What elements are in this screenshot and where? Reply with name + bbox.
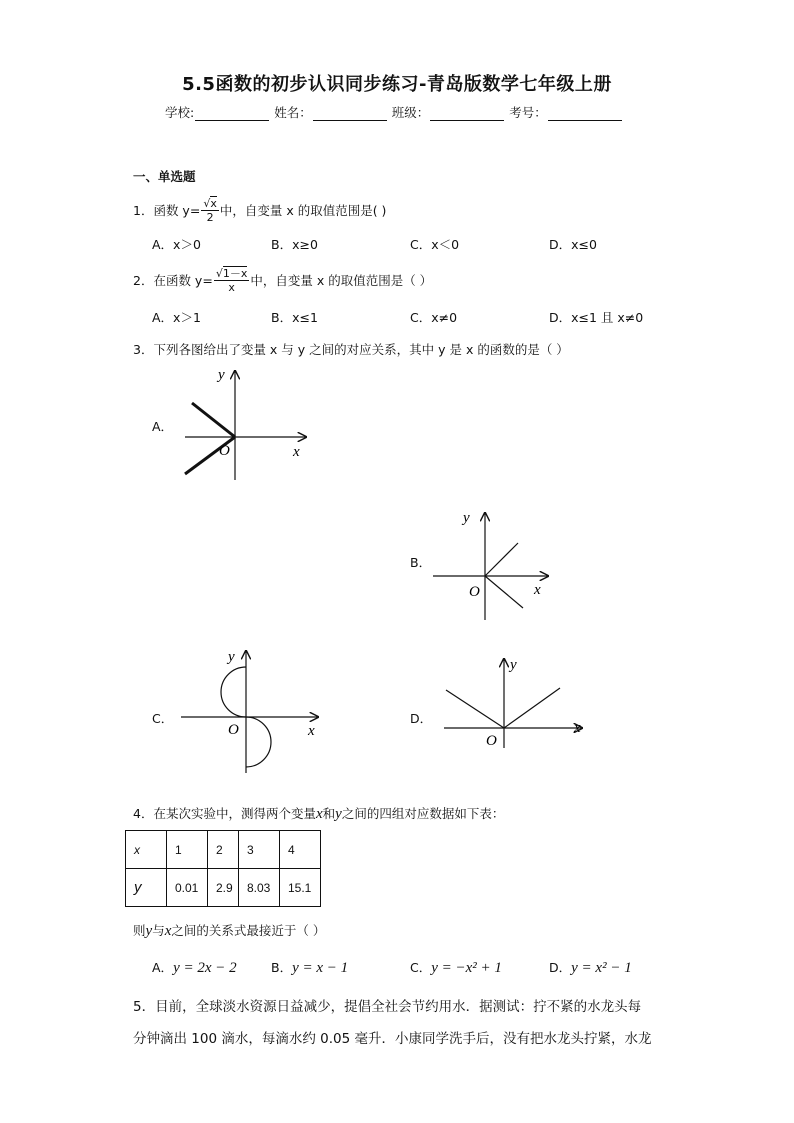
- x-label: x: [308, 723, 315, 739]
- x-label: x: [574, 720, 581, 736]
- page-title: 5.5函数的初步认识同步练习-青岛版数学七年级上册: [182, 74, 612, 95]
- q3-number: 3．: [133, 342, 154, 357]
- q2-option-a[interactable]: A．x＞1: [152, 310, 201, 325]
- q2-fraction: $\frac{√1-x}{x}$: [215, 266, 248, 294]
- q3-stem: 下列各图给出了变量 x 与 y 之间的对应关系，其中 y 是 x 的函数的是（ ）: [153, 342, 569, 357]
- graph-line-upper: [485, 543, 518, 576]
- q4-stem-pre: 在某次实验中，测得两个变量: [153, 806, 316, 821]
- question-4: [133, 804, 504, 823]
- question-5-line-2: 分钟滴出 100 滴水，每滴水约 0.05 毫升．小康同学洗手后，没有把水龙头拧紧，水龙: [133, 1031, 652, 1047]
- q4-question-line: [133, 921, 325, 940]
- q3-option-a-label[interactable]: A．: [152, 419, 174, 434]
- q2-option-b[interactable]: B．x≤1: [271, 310, 318, 325]
- x-label: x: [293, 444, 300, 460]
- origin-label: O: [228, 722, 239, 738]
- q4-option-c[interactable]: [410, 958, 502, 977]
- q3-graph-c[interactable]: [178, 645, 323, 775]
- number-blank[interactable]: [548, 106, 622, 121]
- graph-line-left: [446, 690, 504, 728]
- number-label: 考号：: [509, 105, 547, 120]
- graph-arc-upper: [221, 667, 246, 717]
- q4-option-b[interactable]: [271, 958, 348, 977]
- q4-ask-mid: 与: [152, 923, 165, 938]
- q3-option-c-label[interactable]: C．: [152, 711, 174, 726]
- q3-graph-b[interactable]: [430, 508, 555, 623]
- origin-label: O: [219, 443, 230, 459]
- question-3: [133, 340, 569, 358]
- q4-ask-pre: 则: [133, 923, 146, 938]
- school-blank[interactable]: [195, 106, 269, 121]
- class-label: 班级：: [391, 105, 430, 120]
- question-5-line-1: 5．目前，全球淡水资源日益减少，提倡全社会节约用水．据测试：拧不紧的水龙头每: [133, 999, 642, 1015]
- table-row: [126, 831, 321, 869]
- q3-graph-d[interactable]: [440, 655, 590, 750]
- q1-frac-denominator: 2: [206, 210, 214, 224]
- table-cell: 1: [167, 831, 208, 869]
- q4-option-d-label: D．: [549, 960, 572, 975]
- q4-number: 4．: [133, 806, 154, 821]
- table-header-y: y: [126, 869, 167, 907]
- school-label: 学校:: [165, 105, 195, 120]
- table-cell: 8.03: [239, 869, 280, 907]
- table-cell: 15.1: [280, 869, 321, 907]
- table-cell: 0.01: [167, 869, 208, 907]
- q1-stem-pre: 函数 y=: [153, 203, 201, 218]
- question-1: [133, 193, 386, 227]
- y-label: y: [510, 657, 517, 673]
- q3-graph-a[interactable]: [180, 365, 315, 485]
- origin-label: O: [486, 733, 497, 749]
- q1-option-b[interactable]: B．x≥0: [271, 237, 318, 252]
- q1-fraction: $\frac{√x}{2}$: [203, 196, 217, 224]
- q4-var-x: x: [315, 806, 323, 822]
- q1-option-a[interactable]: A．x＞0: [152, 237, 201, 252]
- graph-line-upper: [192, 403, 235, 437]
- section-heading: 一、单选题: [133, 169, 196, 184]
- table-cell: 3: [239, 831, 280, 869]
- q4-option-a[interactable]: [152, 958, 237, 977]
- table-cell: 2.9: [208, 869, 239, 907]
- q4-data-table: [125, 830, 321, 907]
- q1-stem-post: 中，自变量 x 的取值范围是( ): [219, 203, 387, 218]
- q4-option-c-label: C．: [410, 960, 432, 975]
- q2-stem-pre: 在函数 y=: [153, 273, 213, 288]
- x-label: x: [534, 582, 541, 598]
- graph-line-lower: [485, 576, 523, 608]
- q4-ask-x: x: [164, 923, 172, 939]
- q1-frac-numerator: x: [210, 196, 217, 210]
- y-label: y: [228, 649, 235, 665]
- q2-frac-numerator: 1－x: [222, 266, 248, 280]
- q1-option-d[interactable]: D．x≤0: [549, 237, 597, 252]
- q4-option-d[interactable]: [549, 958, 632, 977]
- q4-ask-post: 之间的关系式最接近于（ ）: [171, 923, 326, 938]
- question-2: [133, 263, 432, 297]
- graph-line-right: [504, 688, 560, 728]
- name-label: 姓名：: [274, 105, 312, 120]
- table-header-x: x: [126, 831, 167, 869]
- q1-number: 1．: [133, 203, 154, 218]
- q4-option-a-label: A．: [152, 960, 174, 975]
- q3-option-d-label[interactable]: D．: [410, 711, 433, 726]
- q4-stem-post: 之间的四组对应数据如下表：: [341, 806, 505, 821]
- q4-option-a-formula: y = 2x − 2: [173, 960, 237, 976]
- q3-option-b-label[interactable]: B．: [410, 555, 432, 570]
- y-label: y: [463, 510, 470, 526]
- class-blank[interactable]: [430, 106, 504, 121]
- y-label: y: [218, 367, 225, 383]
- q1-option-c[interactable]: C．x＜0: [410, 237, 460, 252]
- q4-ask-y: y: [145, 923, 153, 939]
- q4-option-b-formula: y = x − 1: [292, 960, 349, 976]
- q4-option-b-label: B．: [271, 960, 293, 975]
- table-cell: 2: [208, 831, 239, 869]
- q4-var-y: y: [335, 806, 342, 822]
- origin-label: O: [469, 584, 480, 600]
- q4-option-c-formula: y = −x² + 1: [431, 960, 502, 976]
- q2-stem-post: 中，自变量 x 的取值范围是（ ）: [250, 273, 433, 288]
- table-row: [126, 869, 321, 907]
- q4-stem-mid: 和: [322, 806, 336, 821]
- q2-option-c[interactable]: C．x≠0: [410, 310, 458, 325]
- q2-number: 2．: [133, 273, 154, 288]
- name-blank[interactable]: [313, 106, 387, 121]
- graph-arc-lower: [246, 717, 271, 767]
- q4-option-d-formula: y = x² − 1: [571, 960, 632, 976]
- student-info-line: [165, 103, 623, 121]
- table-cell: 4: [280, 831, 321, 869]
- q2-option-d[interactable]: D．x≤1 且 x≠0: [549, 310, 644, 325]
- q2-frac-denominator: x: [228, 280, 235, 294]
